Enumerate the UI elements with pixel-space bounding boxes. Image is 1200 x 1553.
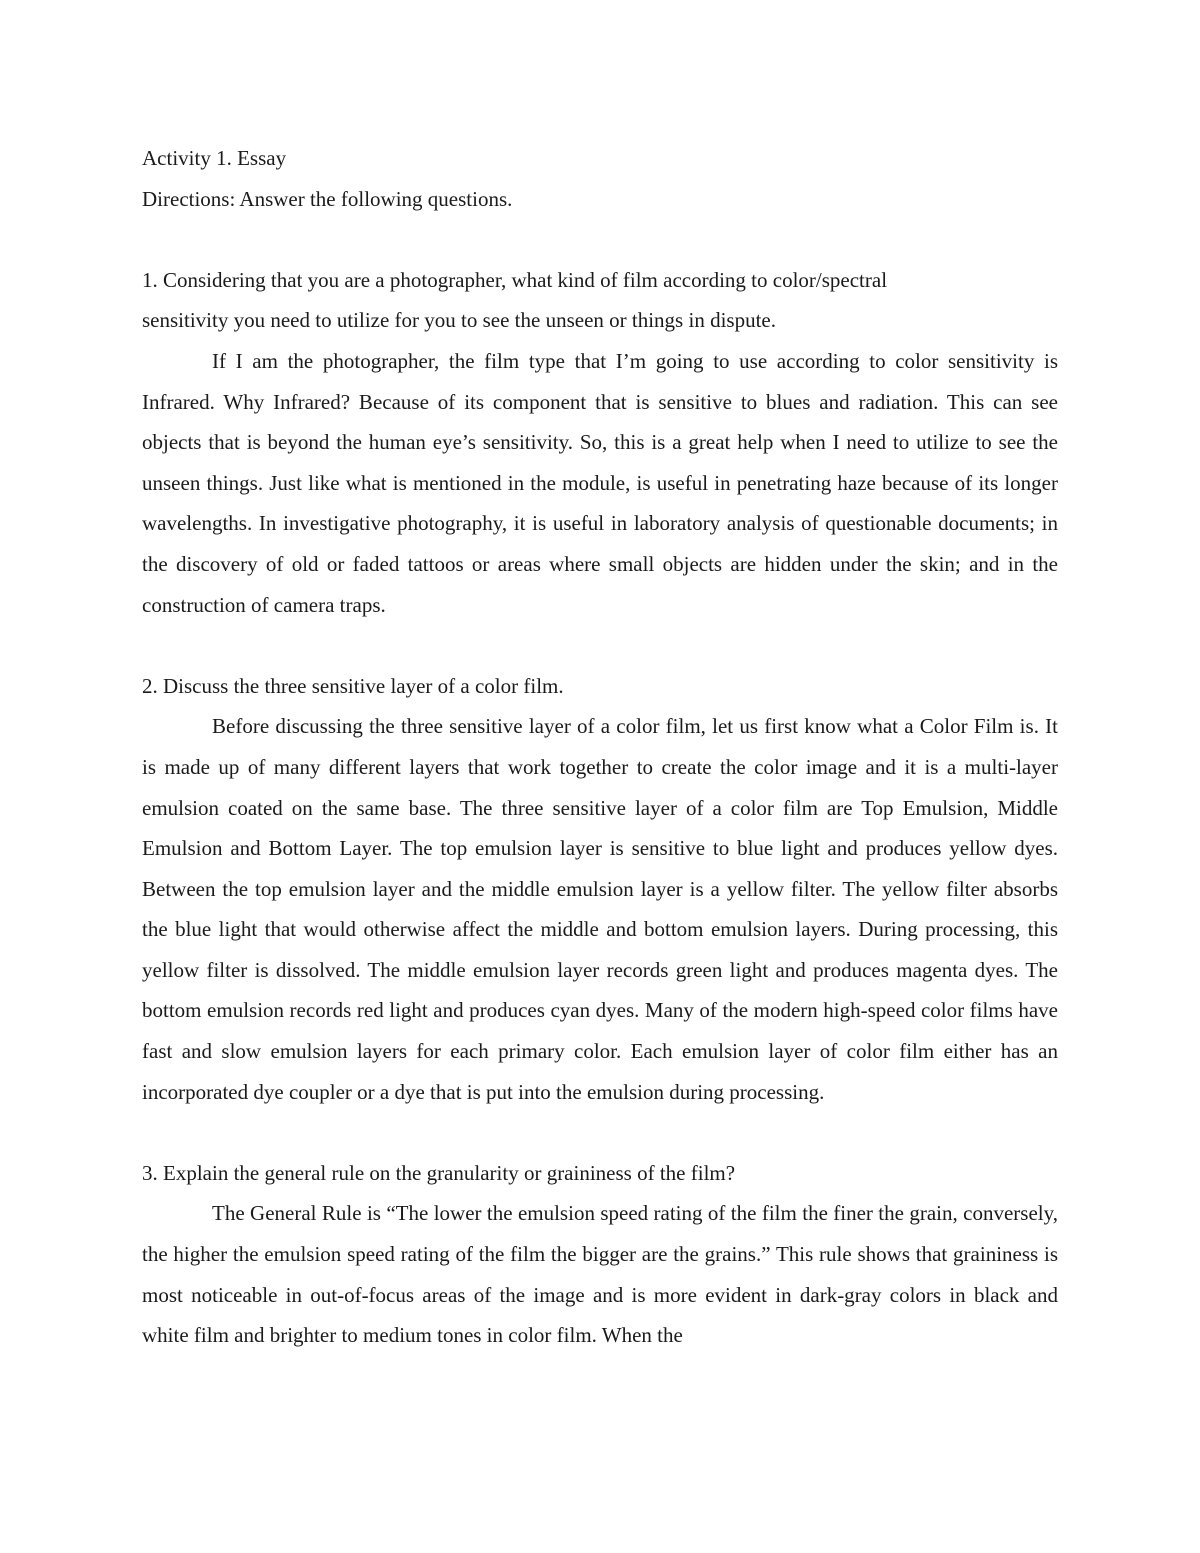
question-1-line-1: 1. Considering that you are a photographer, what kind of film according to color/spectral (142, 267, 888, 292)
question-3: 3. Explain the general rule on the granularity or graininess of the film? (142, 1160, 736, 1185)
activity-title: Activity 1. Essay (142, 146, 287, 170)
answer-2: Before discussing the three sensitive layer of a color film, let us first know what a Color Film is. It is made up of many different layers that work together to create the color image and it is a multi-layer emulsion coated on the same base. The three sensitive layer of a color film are Top Emulsion, Middle Emulsion and Bottom Layer. The top emulsion layer is sensitive to blue light and produces yellow dyes. Between the top emulsion layer and the middle emulsion layer is a yellow filter. The yellow filter absorbs the blue light that would otherwise affect the middle and bottom emulsion layers. During processing, this yellow filter is dissolved. The middle emulsion layer records green light and produces magenta dyes. The bottom emulsion records red light and produces cyan dyes. Many of the modern high-speed color films have fast and slow emulsion layers for each primary color. Each emulsion layer of color film either has an incorporated dye coupler or a dye that is put into the emulsion during processing. (142, 714, 1058, 1104)
spacer (142, 1112, 1058, 1153)
spacer (142, 219, 1058, 260)
document-body (142, 138, 1058, 1356)
directions-text: Directions: Answer the following questions. (142, 186, 513, 211)
answer-1: If I am the photographer, the film type that I’m going to use according to color sensitivity is Infrared. Why Infrared? Because of its component that is sensitive to blues and radiation. This can see objects that is beyond the human eye’s sensitivity. So, this is a great help when I need to utilize to see the unseen things. Just like what is mentioned in the module, is useful in penetrating haze because of its longer wavelengths. In investigative photography, it is useful in laboratory analysis of questionable documents; in the discovery of old or faded tattoos or areas where small objects are hidden under the skin; and in the construction of camera traps. (142, 348, 1058, 617)
question-1-line-2: sensitivity you need to utilize for you to see the unseen or things in dispute. (142, 308, 776, 333)
question-2: 2. Discuss the three sensitive layer of a color film. (142, 673, 564, 698)
spacer (142, 625, 1058, 666)
answer-3: The General Rule is “The lower the emulsion speed rating of the film the finer the grain, conversely, the higher the emulsion speed rating of the film the bigger are the grains.” This rule shows that graininess is most noticeable in out-of-focus areas of the image and is more evident in dark-gray colors in black and white film and brighter to medium tones in color film. When the (142, 1201, 1058, 1348)
